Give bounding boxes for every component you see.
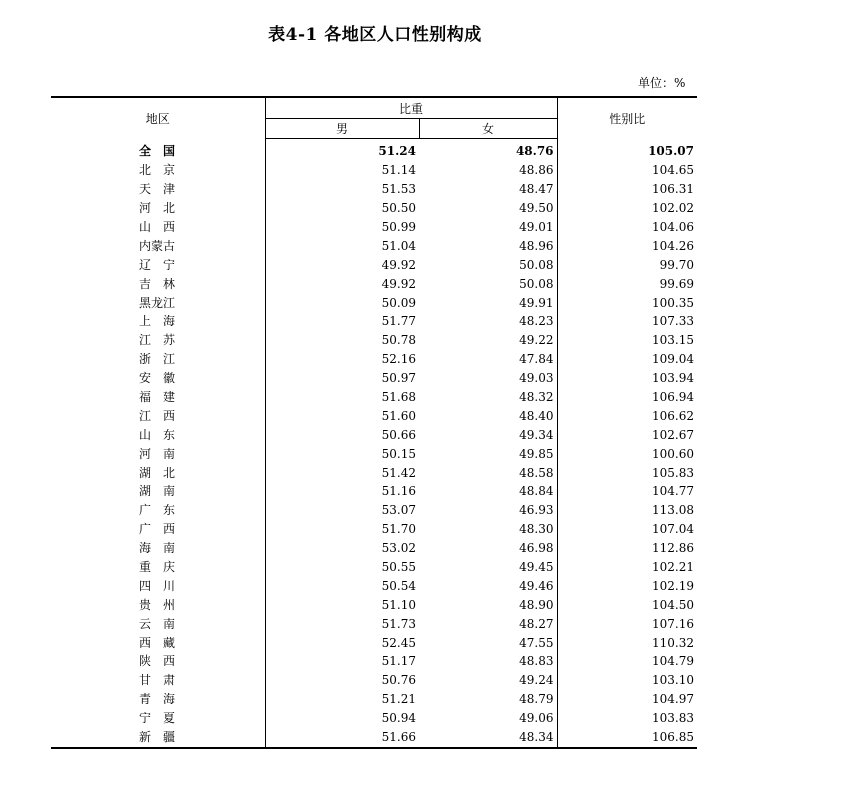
male-share-cell: 51.60 [381,408,416,423]
table-body [51,139,697,748]
male-share-cell: 50.76 [381,673,416,688]
sex-ratio-cell: 112.86 [557,539,697,558]
table-row [51,463,697,482]
region-cell [51,652,265,671]
region-cell [51,425,265,444]
table-row [51,139,697,161]
female-share-cell: 48.84 [519,484,554,499]
female-share-cell: 46.98 [519,541,554,556]
male-share-cell: 53.02 [381,541,416,556]
female-share-cell: 48.83 [519,654,554,669]
region-cell [51,539,265,558]
sex-ratio-cell: 102.19 [557,576,697,595]
region-cell [51,218,265,237]
sex-ratio-cell: 104.77 [557,482,697,501]
male-share-cell: 51.16 [381,484,416,499]
female-share-cell: 50.08 [519,276,554,291]
female-share-cell: 48.30 [519,522,554,537]
sex-ratio-cell: 106.62 [557,406,697,425]
female-share-cell: 49.24 [519,673,554,688]
region-cell [51,520,265,539]
sex-ratio-cell: 102.21 [557,558,697,577]
region-name: 北京 [139,163,175,178]
table-row [51,520,697,539]
sex-ratio-cell: 107.33 [557,312,697,331]
region-name: 云南 [139,616,175,631]
sex-ratio-cell: 103.15 [557,331,697,350]
region-name: 浙江 [139,352,175,367]
female-share-cell: 48.27 [519,616,554,631]
sex-ratio-cell: 103.83 [557,709,697,728]
female-share-cell: 49.01 [519,220,554,234]
sex-ratio-cell: 104.06 [557,218,697,237]
sex-ratio-cell: 107.16 [557,614,697,633]
region-cell [51,671,265,690]
female-share-cell: 49.22 [519,333,554,348]
female-share-cell: 46.93 [519,503,554,518]
sex-ratio-cell: 100.35 [557,293,697,312]
region-name: 陕西 [139,654,175,669]
region-name: 全国 [139,144,175,159]
sex-ratio-cell: 106.94 [557,388,697,407]
male-share-cell: 53.07 [381,503,416,518]
region-name: 江西 [139,408,175,423]
table-row [51,671,697,690]
table-row [51,501,697,520]
sex-ratio-cell: 104.97 [557,690,697,709]
male-share-cell: 50.54 [381,578,416,593]
header-male: 男 [265,119,419,139]
sex-ratio-cell: 105.83 [557,463,697,482]
male-share-cell: 50.50 [381,201,416,216]
region-cell [51,293,265,312]
female-share-cell: 49.03 [519,371,554,386]
male-share-cell: 51.77 [381,314,416,329]
table-row [51,709,697,728]
female-share-cell: 49.34 [519,427,554,442]
male-share-cell: 49.92 [381,276,416,291]
unit-label: 单位：% [638,76,686,90]
region-cell [51,558,265,577]
male-share-cell: 51.73 [381,616,416,631]
male-share-cell: 51.21 [381,692,416,707]
female-share-cell: 49.85 [519,446,554,461]
region-name: 青海 [139,692,175,707]
female-share-cell: 48.96 [519,238,554,253]
sex-ratio-cell: 100.60 [557,444,697,463]
table-row [51,218,697,237]
male-share-cell: 52.45 [381,635,416,650]
table-title: 表4-1 各地区人口性别构成 [268,25,482,45]
region-name: 福建 [139,390,175,405]
region-cell [51,274,265,293]
table-row [51,180,697,199]
sex-ratio-cell: 99.70 [557,255,697,274]
male-share-cell: 50.97 [381,371,416,386]
region-cell [51,576,265,595]
female-share-cell: 48.40 [519,408,554,423]
region-name: 内蒙古 [139,238,176,253]
male-share-cell: 51.14 [381,163,416,178]
region-cell [51,633,265,652]
region-cell [51,614,265,633]
female-share-cell: 48.90 [519,597,554,612]
table-row [51,444,697,463]
male-share-cell: 50.94 [381,711,416,726]
table-row [51,255,697,274]
header-female: 女 [419,119,557,139]
region-name: 四川 [139,578,175,593]
male-share-cell: 51.10 [381,597,416,612]
sex-ratio-cell: 104.50 [557,595,697,614]
region-name: 海南 [139,541,175,556]
table-row [51,690,697,709]
header-share: 比重 [265,97,557,119]
sex-ratio-cell: 103.10 [557,671,697,690]
table-row [51,236,697,255]
table-row [51,539,697,558]
region-name: 山东 [139,427,175,442]
sex-ratio-cell: 106.85 [557,728,697,748]
region-name: 甘肃 [139,673,175,688]
region-name: 湖南 [139,484,175,499]
region-name: 宁夏 [139,711,175,726]
female-share-cell: 47.55 [519,635,554,650]
male-share-cell: 52.16 [381,352,416,367]
female-share-cell: 49.45 [519,560,554,575]
female-share-cell: 48.32 [519,390,554,405]
region-name: 西藏 [139,635,175,650]
table-row [51,350,697,369]
region-cell [51,236,265,255]
female-share-cell: 48.23 [519,314,554,329]
region-cell [51,255,265,274]
region-name: 贵州 [139,597,175,612]
table-row [51,331,697,350]
region-cell [51,388,265,407]
region-name: 天津 [139,182,175,197]
female-share-cell: 48.34 [419,728,557,748]
male-share-cell: 51.70 [381,522,416,537]
region-cell [51,180,265,199]
table-row [51,369,697,388]
region-cell [51,199,265,218]
sex-ratio-cell: 109.04 [557,350,697,369]
table-row [51,161,697,180]
region-cell [51,369,265,388]
male-share-cell: 51.68 [381,390,416,405]
region-cell [51,350,265,369]
sex-ratio-cell: 105.07 [557,139,697,161]
region-name: 河北 [139,201,175,216]
region-name: 新疆 [139,730,175,745]
region-name: 河南 [139,446,175,461]
region-name: 山西 [139,220,175,234]
region-name: 广东 [139,503,175,518]
sex-ratio-cell: 104.26 [557,236,697,255]
region-cell [51,406,265,425]
male-share-cell: 51.42 [381,465,416,480]
region-cell [51,312,265,331]
region-cell [51,463,265,482]
sex-ratio-cell: 106.31 [557,180,697,199]
region-cell [51,709,265,728]
sex-ratio-cell: 103.94 [557,369,697,388]
population-sex-table [51,96,697,749]
table-row [51,274,697,293]
region-cell [51,139,265,161]
region-name: 湖北 [139,465,175,480]
male-share-cell: 51.17 [381,654,416,669]
table-row [51,558,697,577]
table-row [51,633,697,652]
male-share-cell: 51.04 [381,238,416,253]
region-cell [51,690,265,709]
table-row [51,312,697,331]
region-cell [51,482,265,501]
table-row [51,595,697,614]
region-cell [51,595,265,614]
table-row [51,728,697,748]
region-name: 广西 [139,522,175,537]
male-share-cell: 50.15 [381,446,416,461]
region-name: 辽宁 [139,257,175,272]
sex-ratio-cell: 113.08 [557,501,697,520]
region-cell [51,501,265,520]
female-share-cell: 48.47 [519,182,554,197]
female-share-cell: 49.06 [519,711,554,726]
region-cell [51,331,265,350]
region-name: 安徽 [139,371,175,386]
region-name: 吉林 [139,276,175,291]
table-row [51,614,697,633]
region-name: 重庆 [139,560,175,575]
region-name: 黑龙江 [139,295,176,310]
table-row [51,406,697,425]
male-share-cell: 50.55 [381,560,416,575]
table-row [51,576,697,595]
table-row [51,482,697,501]
male-share-cell: 50.99 [381,220,416,234]
male-share-cell: 49.92 [381,257,416,272]
sex-ratio-cell: 107.04 [557,520,697,539]
female-share-cell: 50.08 [519,257,554,272]
female-share-cell: 47.84 [519,352,554,367]
table-row [51,388,697,407]
table-row [51,199,697,218]
female-share-cell: 49.91 [519,295,554,310]
sex-ratio-cell: 104.79 [557,652,697,671]
male-share-cell: 51.24 [378,144,416,159]
header-sex-ratio: 性别比 [557,97,697,139]
sex-ratio-cell: 102.02 [557,199,697,218]
male-share-cell: 51.66 [265,728,419,748]
region-name: 江苏 [139,333,175,348]
table-row [51,425,697,444]
male-share-cell: 51.53 [381,182,416,197]
female-share-cell: 48.76 [515,144,554,159]
table-row [51,293,697,312]
male-share-cell: 50.78 [381,333,416,348]
sex-ratio-cell: 102.67 [557,425,697,444]
female-share-cell: 48.58 [519,465,554,480]
sex-ratio-cell: 104.65 [557,161,697,180]
female-share-cell: 48.86 [519,163,554,178]
female-share-cell: 48.79 [519,692,554,707]
male-share-cell: 50.66 [381,427,416,442]
header-region: 地区 [51,97,265,139]
table-row [51,652,697,671]
region-cell [51,444,265,463]
male-share-cell: 50.09 [381,295,416,310]
region-name: 上海 [139,314,175,329]
female-share-cell: 49.46 [519,578,554,593]
region-cell [51,728,265,748]
sex-ratio-cell: 99.69 [557,274,697,293]
sex-ratio-cell: 110.32 [557,633,697,652]
female-share-cell: 49.50 [519,201,554,216]
region-cell [51,161,265,180]
